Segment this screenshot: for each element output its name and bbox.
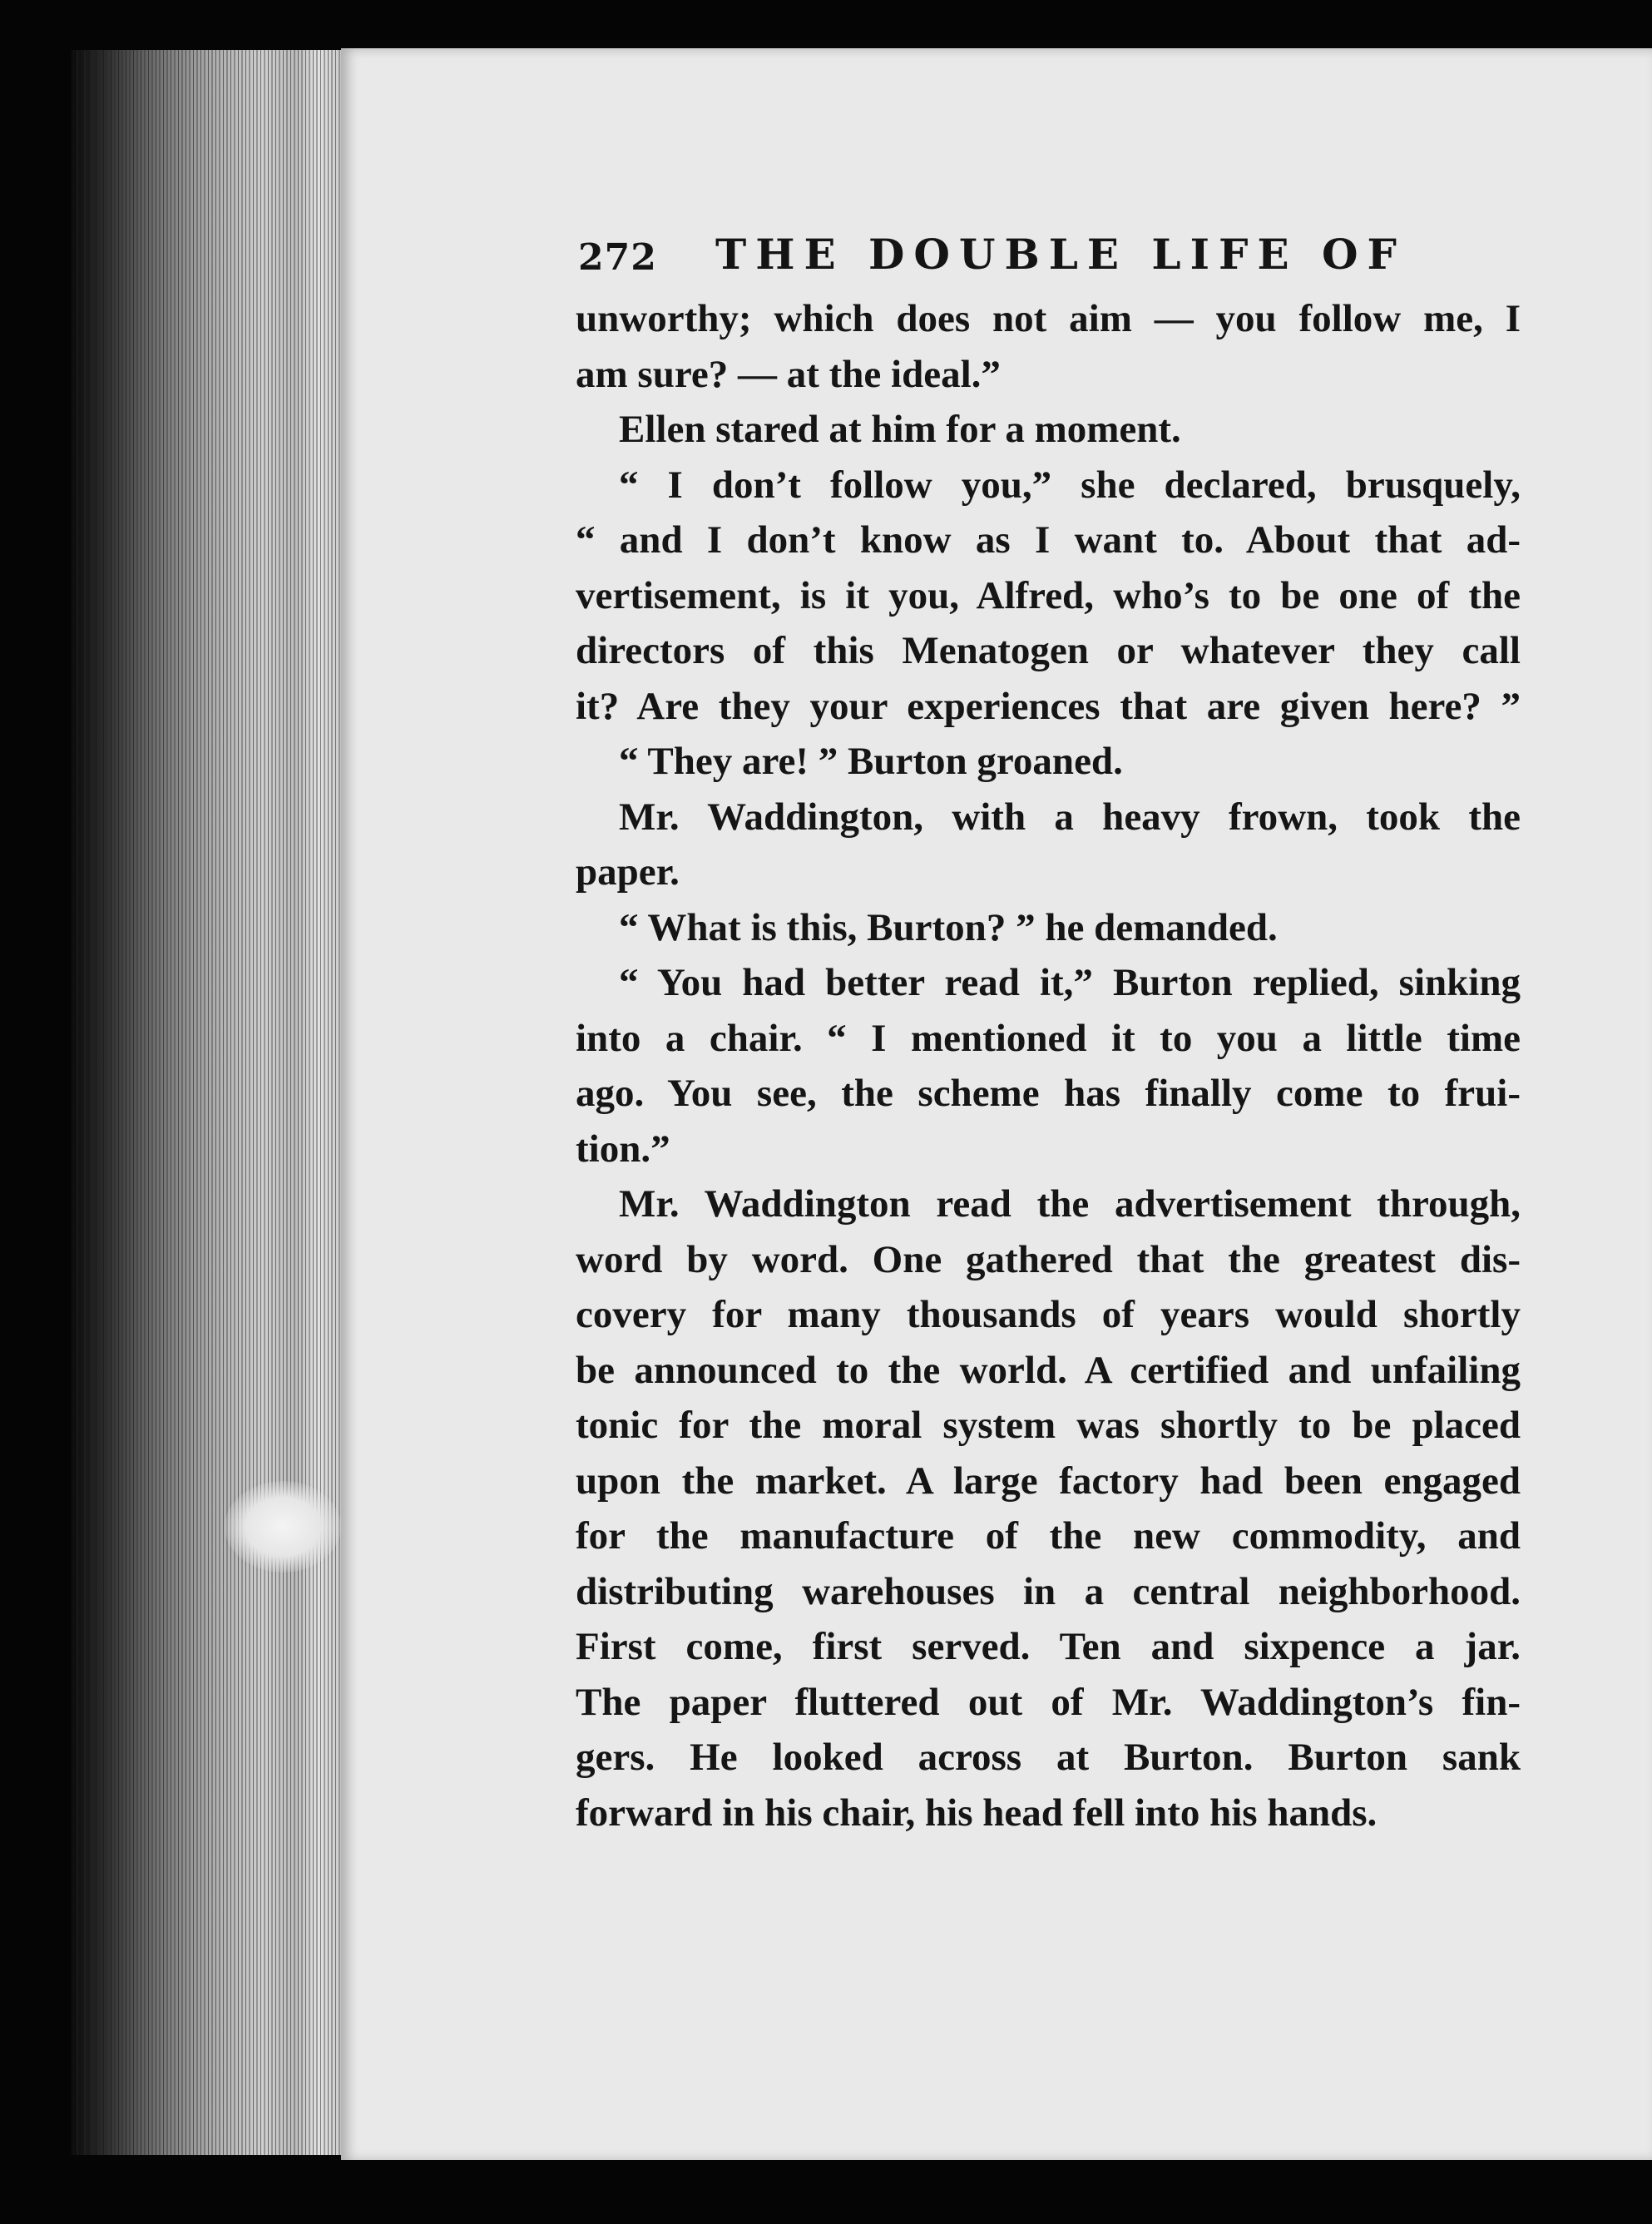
text-line: be announced to the world. A certified and unfailing xyxy=(576,1348,1521,1392)
text-line: distributing warehouses in a central neighborhood. xyxy=(576,1569,1521,1613)
text-line: upon the market. A large factory had been engaged xyxy=(576,1459,1521,1503)
text-line: directors of this Menatogen or whatever they call xyxy=(576,629,1521,672)
text-line: forward in his chair, his head fell into his hands. xyxy=(576,1791,1377,1835)
text-line: gers. He looked across at Burton. Burton sank xyxy=(576,1736,1521,1779)
text-line: tonic for the moral system was shortly to be placed xyxy=(576,1404,1521,1447)
text-line: unworthy; which does not aim — you follow me, I xyxy=(576,297,1521,340)
text-line: for the manufacture of the new commodity, and xyxy=(576,1514,1521,1558)
page-number: 272 xyxy=(578,236,657,279)
text-line: vertisement, is it you, Alfred, who’s to be one of the xyxy=(576,573,1521,617)
text-line: “ They are! ” Burton groaned. xyxy=(619,740,1123,783)
text-line: tion.” xyxy=(576,1127,670,1171)
text-line: word by word. One gathered that the greatest dis- xyxy=(576,1237,1521,1281)
text-line: covery for many thousands of years would shortly xyxy=(576,1293,1521,1336)
text-line: First come, first served. Ten and sixpence a jar. xyxy=(576,1625,1521,1668)
text-line: Mr. Waddington, with a heavy frown, took the xyxy=(619,795,1521,839)
text-line: “ I don’t follow you,” she declared, brusquely, xyxy=(619,463,1521,507)
text-line: it? Are they your experiences that are given here? ” xyxy=(576,684,1521,728)
book-page xyxy=(341,48,1652,2162)
text-line: “ What is this, Burton? ” he demanded. xyxy=(619,905,1278,949)
text-line: Ellen stared at him for a moment. xyxy=(619,408,1181,451)
body-text xyxy=(576,291,1521,1840)
running-head xyxy=(578,230,1410,288)
scan-bottom-border xyxy=(341,2160,1652,2224)
text-line: Mr. Waddington read the advertisement through, xyxy=(619,1182,1521,1226)
text-line: “ and I don’t know as I want to. About that ad- xyxy=(576,518,1521,562)
running-title: THE DOUBLE LIFE OF xyxy=(715,230,1407,279)
text-line: The paper fluttered out of Mr. Waddington’s fin- xyxy=(576,1680,1521,1724)
text-line: into a chair. “ I mentioned it to you a little time xyxy=(576,1016,1521,1060)
text-line: am sure? — at the ideal.” xyxy=(576,352,1001,396)
paper-stain xyxy=(225,1481,341,1573)
text-line: ago. You see, the scheme has finally come to frui- xyxy=(576,1072,1521,1115)
text-line: “ You had better read it,” Burton replied, sinking xyxy=(619,961,1521,1004)
page-edge-stack xyxy=(71,50,345,2155)
text-line: paper. xyxy=(576,850,680,894)
